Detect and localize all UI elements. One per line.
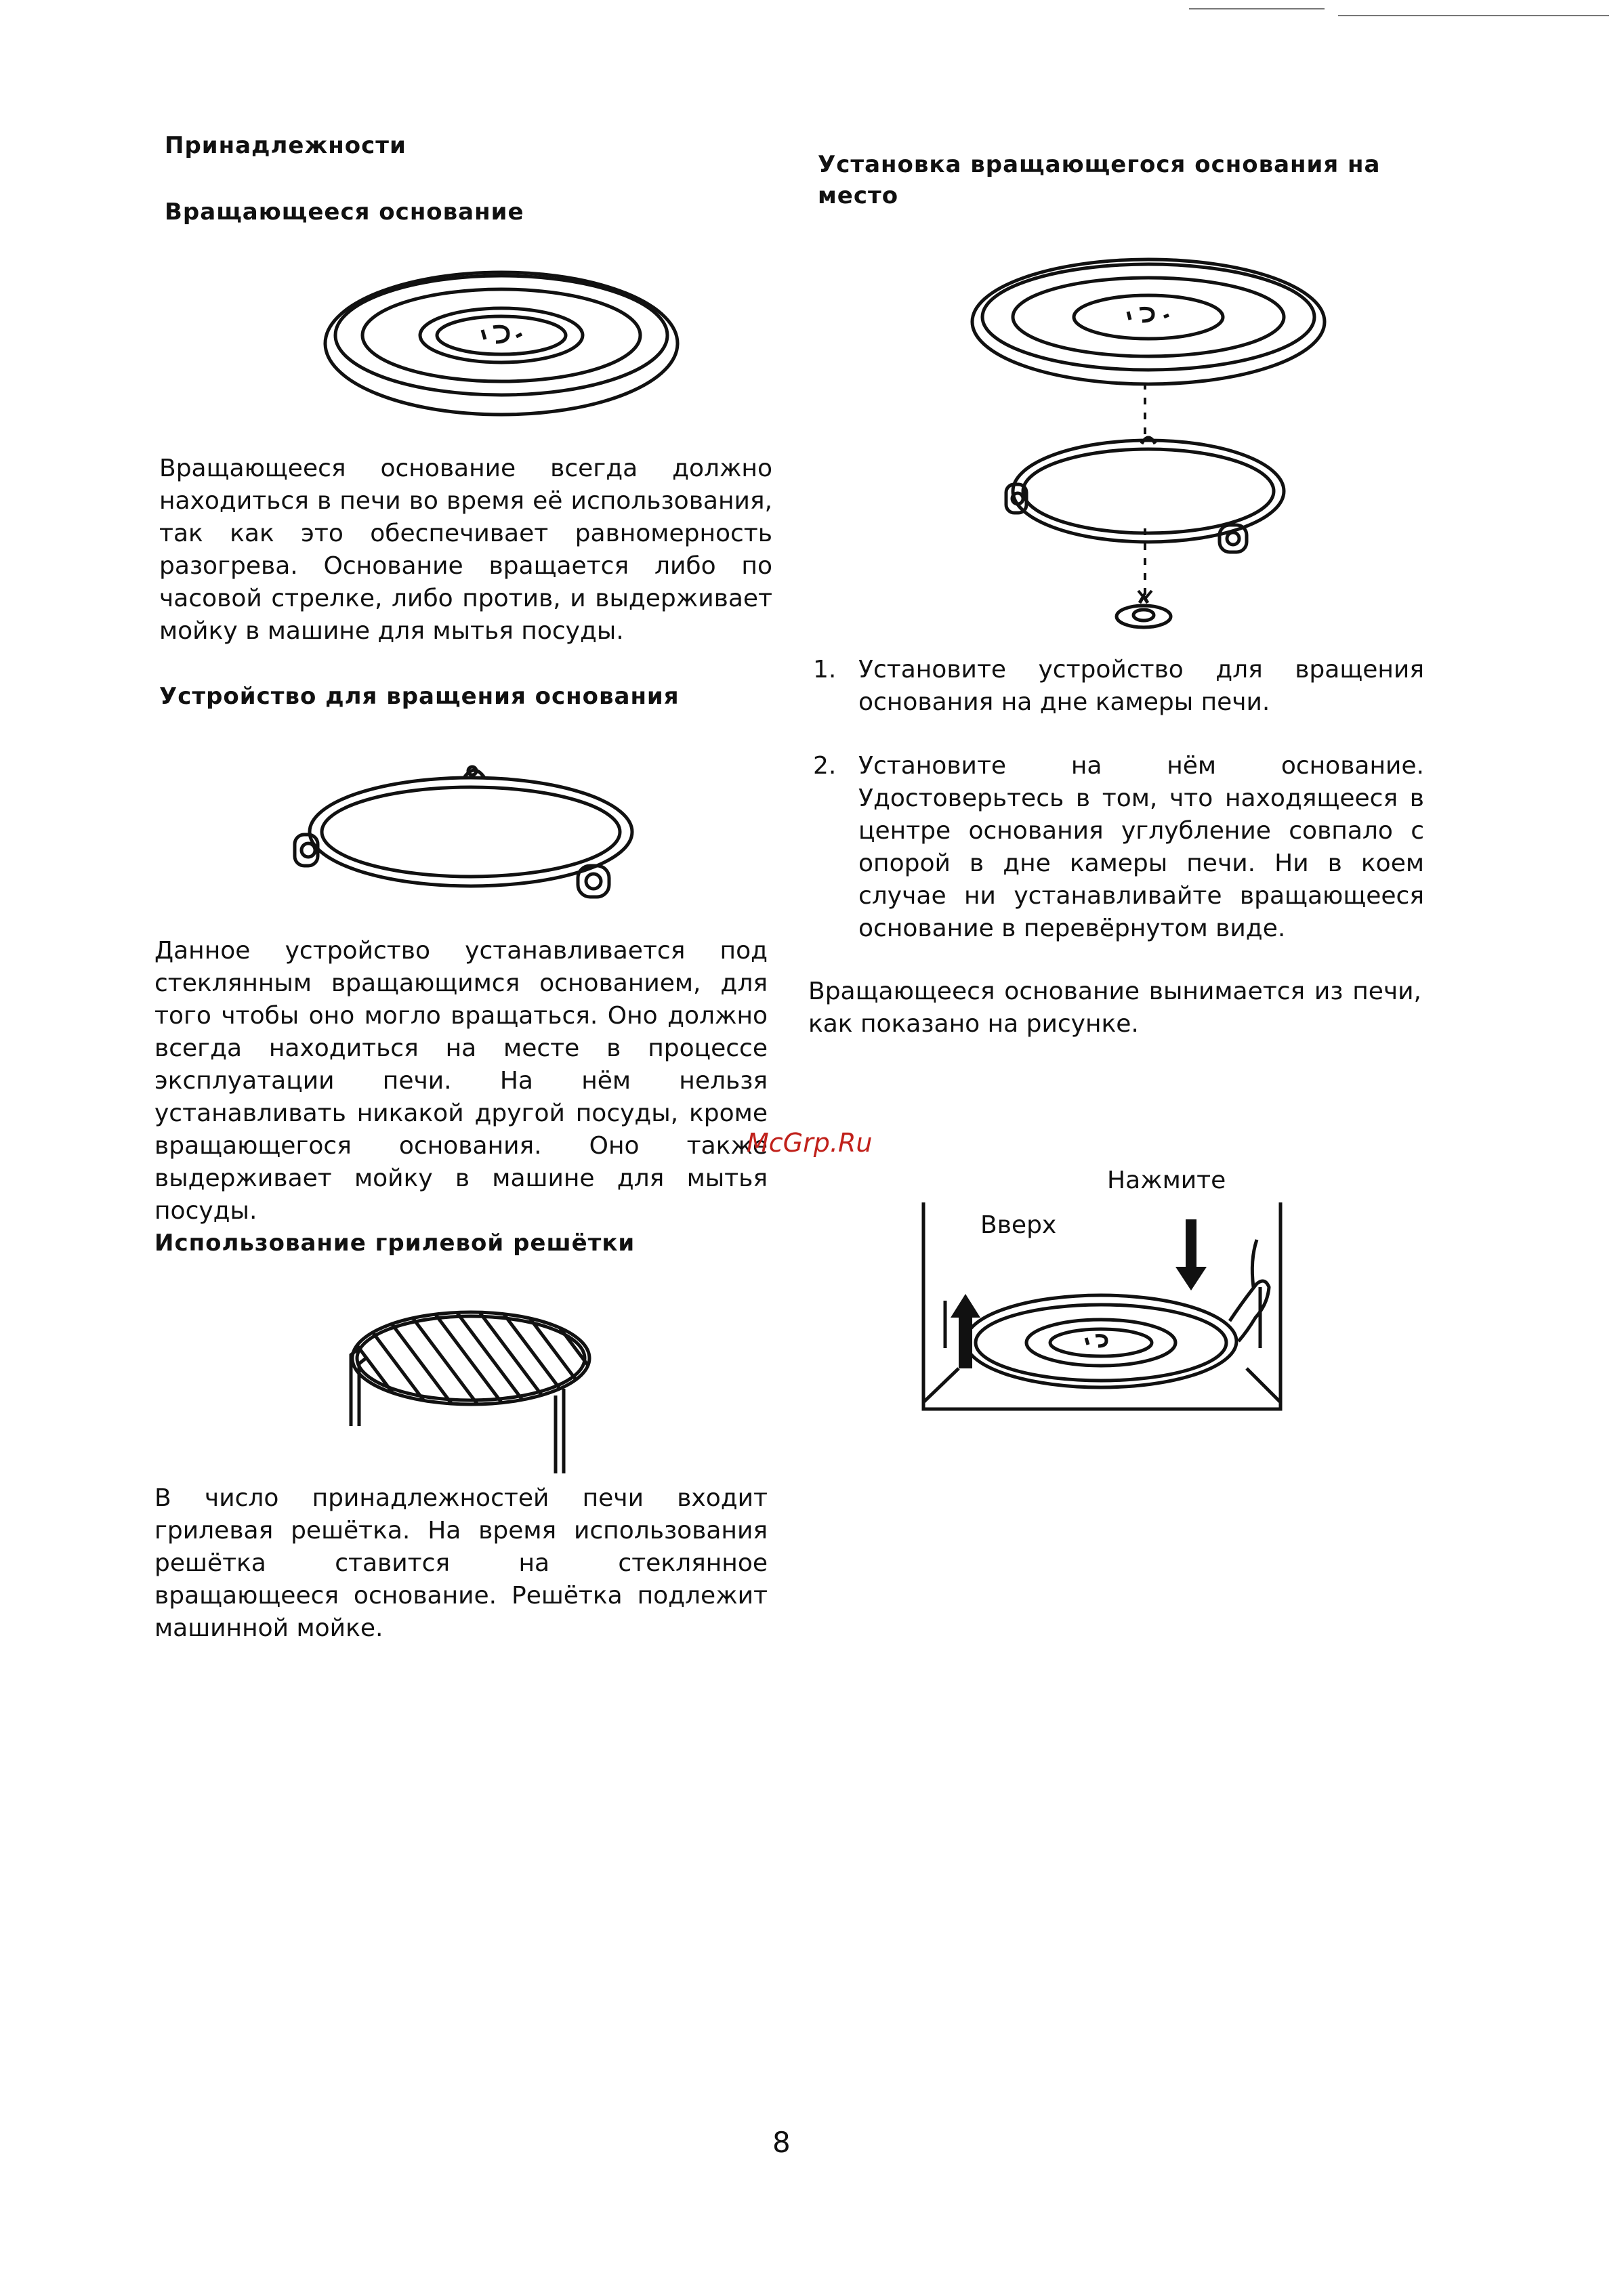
watermark: McGrp.Ru [747, 1128, 873, 1158]
grill-rack-image [325, 1294, 610, 1477]
rack-paragraph: В число принадлежностей печи входит грилевая решётка. На время использования решётка ставится на стеклянное вращающееся основание. Решётка подлежит машинной мойке. [154, 1484, 768, 1642]
rack-heading: Использование грилевой решётки [154, 1230, 636, 1257]
roller-ring-image [288, 752, 654, 908]
section-title: Принадлежности [165, 132, 407, 159]
turntable-plate-image [318, 268, 684, 420]
install-heading: Установка вращающегося основания на место [818, 151, 1381, 209]
turntable-heading: Вращающееся основание [165, 198, 524, 226]
label-press: Нажмите [1107, 1167, 1226, 1194]
step-2-number: 2. [813, 752, 837, 780]
removal-image [918, 1199, 1297, 1416]
turntable-paragraph: Вращающееся основание всегда должно находиться в печи во время её использования, так как это обеспечивает равномерность разогрева. Основание вращается либо по часовой стрелке, либо против, и выдерживает мойку в машине для мытья посуды. [159, 455, 772, 645]
step-2-text: Установите на нём основание. Удостоверьтесь в том, что находящееся в центре основания углубление совпало с опорой в дне камеры печи. Ни в коем случае ни устанавливайте вращающееся основание в перевёрнутом виде. [858, 752, 1424, 942]
page-number: 8 [772, 2126, 791, 2159]
top-rule-2 [1338, 15, 1609, 16]
removal-paragraph: Вращающееся основание вынимается из печи, как показано на рисунке. [808, 978, 1421, 1038]
top-rule-1 [1189, 8, 1325, 9]
installation-image [969, 257, 1341, 637]
step-1-text: Установите устройство для вращения основания на дне камеры печи. [858, 656, 1424, 716]
roller-heading: Устройство для вращения основания [159, 683, 680, 710]
label-up: Вверх [980, 1211, 1057, 1239]
step-1-number: 1. [813, 656, 837, 684]
roller-paragraph: Данное устройство устанавливается под стеклянным вращающимся основанием, для того чтобы оно могло вращаться. Оно должно всегда находиться на месте в процессе эксплуатации печи. На нём нельзя устанавливать никакой другой посуды, кроме вращающегося основания. Оно также выдерживает мойку в машине для мытья посуды. [154, 937, 768, 1225]
